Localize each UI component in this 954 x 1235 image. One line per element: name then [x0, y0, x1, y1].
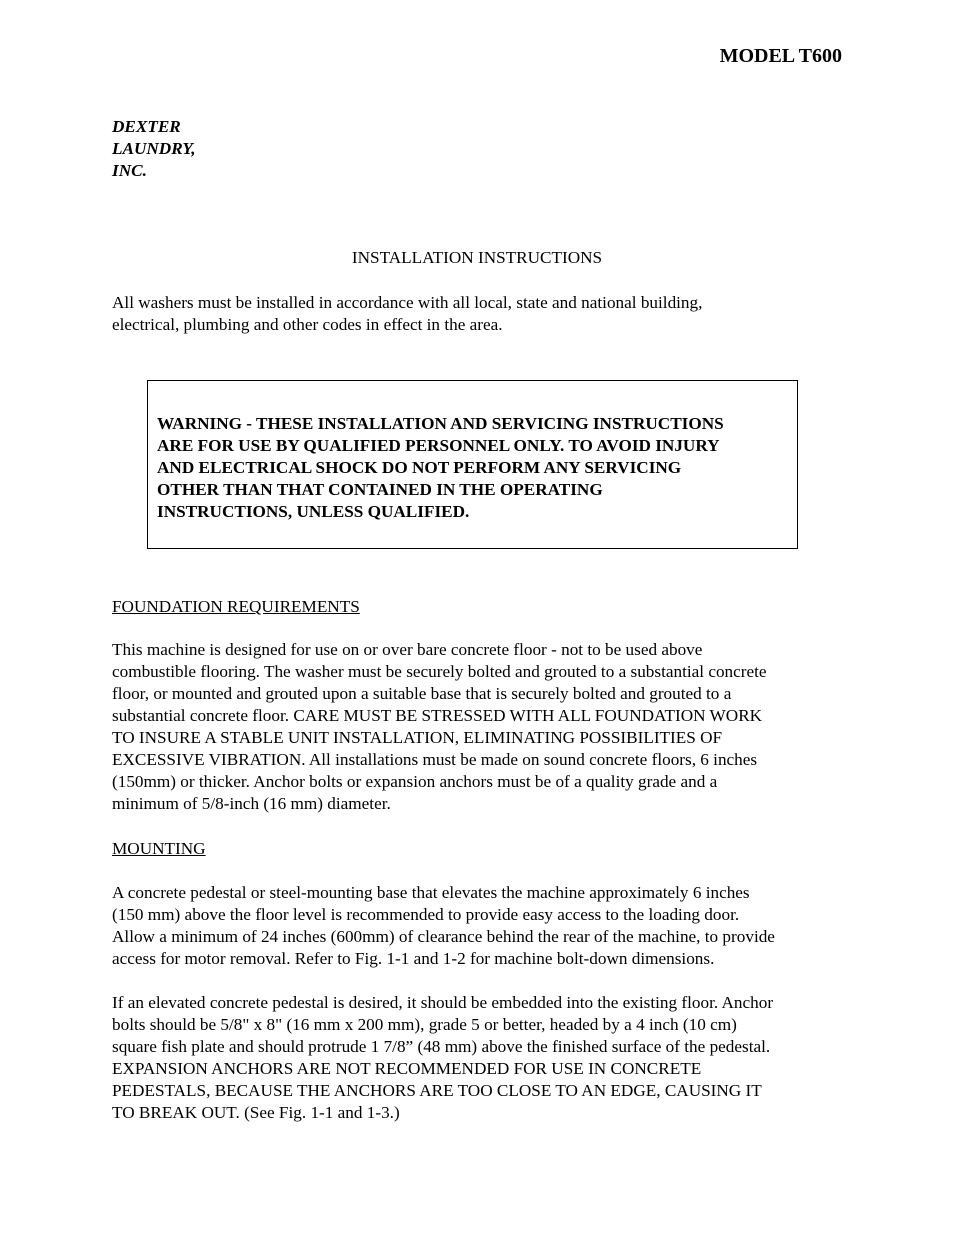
company-line: LAUNDRY,	[112, 139, 196, 158]
text-line: access for motor removal. Refer to Fig. 1-1 and 1-2 for machine bolt-down dimensions.	[112, 949, 715, 968]
company-line: DEXTER	[112, 117, 181, 136]
warning-box	[147, 380, 798, 549]
text-line: floor, or mounted and grouted upon a suitable base that is securely bolted and grouted to a	[112, 684, 732, 703]
text-line: combustible flooring. The washer must be securely bolted and grouted to a substantial concrete	[112, 662, 767, 681]
warning-text	[157, 413, 793, 523]
company-line: INC.	[112, 161, 147, 180]
text-line: All washers must be installed in accordance with all local, state and national building,	[112, 293, 703, 312]
text-line: If an elevated concrete pedestal is desired, it should be embedded into the existing floor. Anchor	[112, 993, 774, 1012]
text-line: electrical, plumbing and other codes in effect in the area.	[112, 315, 503, 334]
model-number: MODEL T600	[719, 45, 842, 67]
warning-line: INSTRUCTIONS, UNLESS QUALIFIED.	[157, 502, 470, 521]
text-line: This machine is designed for use on or over bare concrete floor - not to be used above	[112, 640, 703, 659]
document-title: INSTALLATION INSTRUCTIONS	[351, 248, 603, 267]
intro-paragraph	[112, 292, 842, 336]
text-line: Allow a minimum of 24 inches (600mm) of clearance behind the rear of the machine, to provide	[112, 927, 775, 946]
warning-line: WARNING - THESE INSTALLATION AND SERVICING INSTRUCTIONS	[157, 414, 724, 433]
foundation-paragraph	[112, 639, 842, 815]
warning-line: ARE FOR USE BY QUALIFIED PERSONNEL ONLY. TO AVOID INJURY	[157, 436, 720, 455]
warning-line: AND ELECTRICAL SHOCK DO NOT PERFORM ANY SERVICING	[157, 458, 682, 477]
company-name	[112, 116, 196, 182]
mounting-paragraph-1	[112, 882, 842, 970]
text-line: EXCESSIVE VIBRATION. All installations must be made on sound concrete floors, 6 inches	[112, 750, 758, 769]
text-line: square fish plate and should protrude 1 7/8” (48 mm) above the finished surface of the pedestal.	[112, 1037, 771, 1056]
warning-line: OTHER THAN THAT CONTAINED IN THE OPERATING	[157, 480, 603, 499]
text-line: TO INSURE A STABLE UNIT INSTALLATION, ELIMINATING POSSIBILITIES OF	[112, 728, 723, 747]
text-line: (150 mm) above the floor level is recommended to provide easy access to the loading door.	[112, 905, 740, 924]
text-line: (150mm) or thicker. Anchor bolts or expansion anchors must be of a quality grade and a	[112, 772, 718, 791]
foundation-heading: FOUNDATION REQUIREMENTS	[112, 597, 360, 616]
mounting-paragraph-2	[112, 992, 842, 1124]
text-line: PEDESTALS, BECAUSE THE ANCHORS ARE TOO CLOSE TO AN EDGE, CAUSING IT	[112, 1081, 762, 1100]
text-line: substantial concrete floor. CARE MUST BE STRESSED WITH ALL FOUNDATION WORK	[112, 706, 763, 725]
mounting-heading: MOUNTING	[112, 839, 206, 858]
text-line: bolts should be 5/8" x 8" (16 mm x 200 mm), grade 5 or better, headed by a 4 inch (10 cm)	[112, 1015, 737, 1034]
text-line: A concrete pedestal or steel-mounting base that elevates the machine approximately 6 inches	[112, 883, 750, 902]
text-line: minimum of 5/8-inch (16 mm) diameter.	[112, 794, 391, 813]
text-line: EXPANSION ANCHORS ARE NOT RECOMMENDED FOR USE IN CONCRETE	[112, 1059, 702, 1078]
text-line: TO BREAK OUT. (See Fig. 1-1 and 1-3.)	[112, 1103, 400, 1122]
